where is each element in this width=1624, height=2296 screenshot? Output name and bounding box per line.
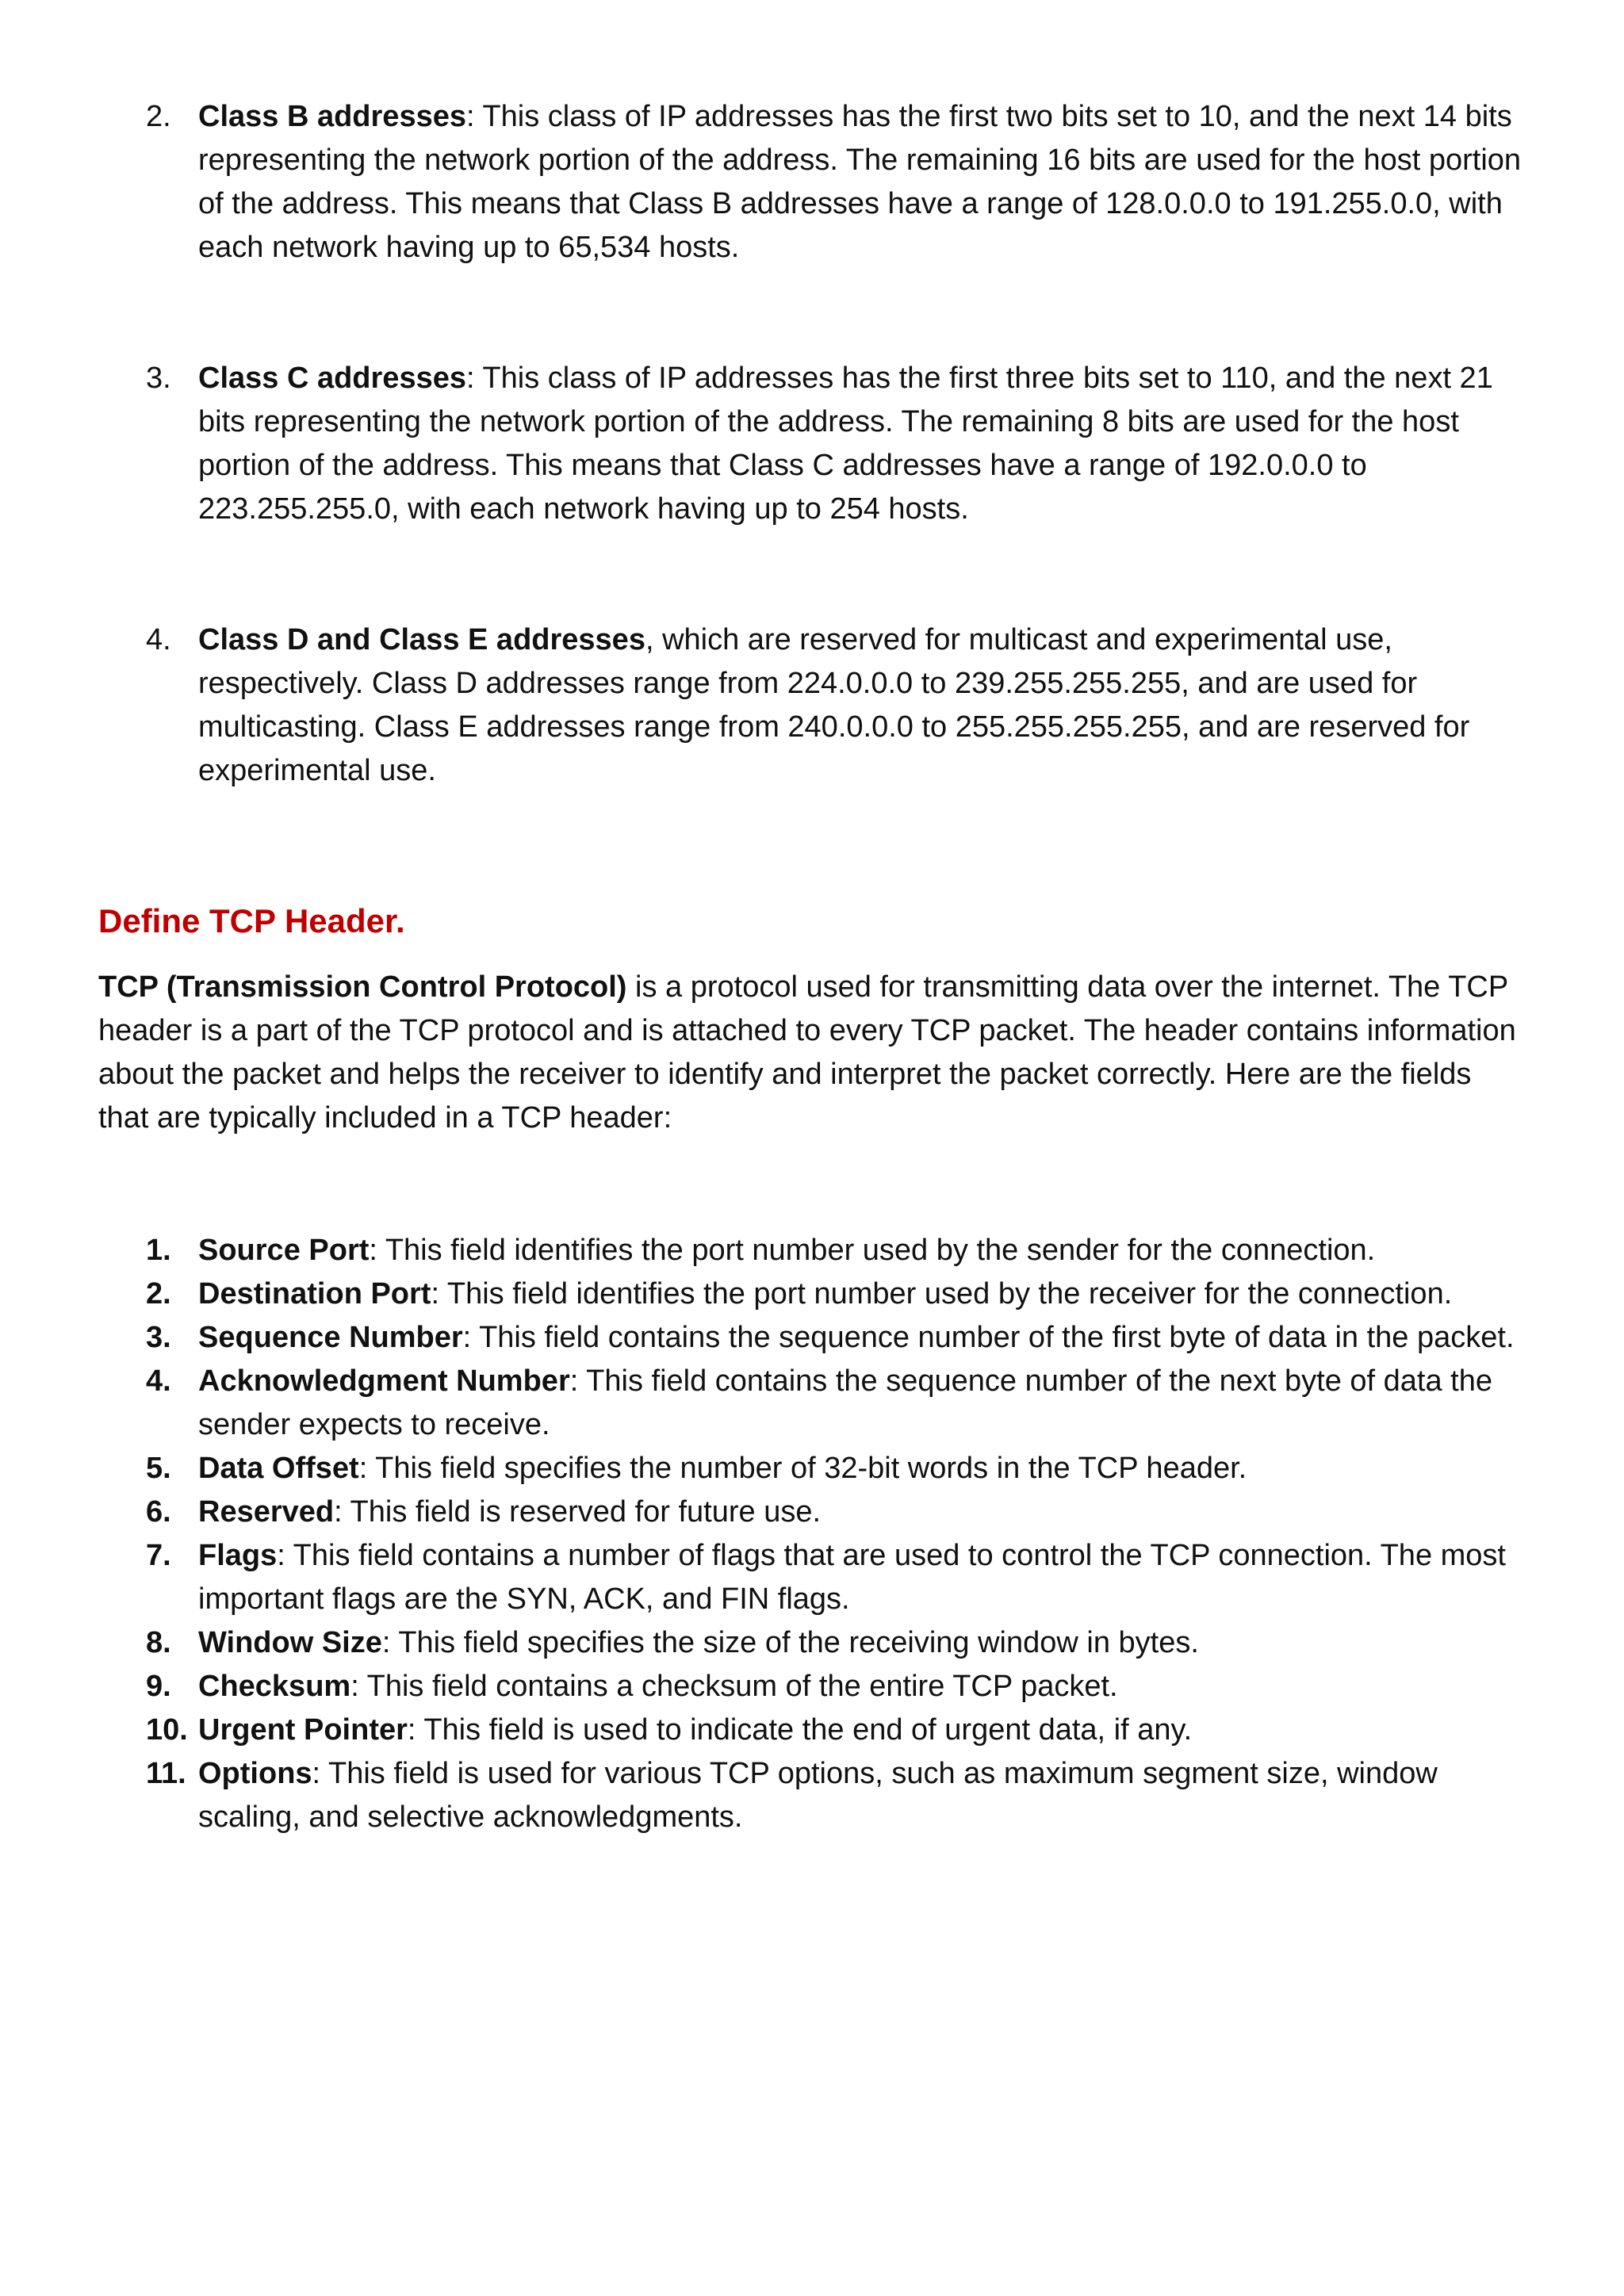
- list-number: 2.: [146, 1277, 171, 1311]
- list-term: Flags: [198, 1539, 278, 1572]
- list-text: : This field identifies the port number used by the receiver for the connection.: [431, 1277, 1453, 1311]
- list-number: 3.: [146, 362, 171, 395]
- list-text: : This field contains a number of flags that are used to control the TCP connection. The most important flags are the SYN, ACK, and FIN flags.: [198, 1539, 1506, 1616]
- intro-term: TCP (Transmission Control Protocol): [98, 970, 627, 1004]
- list-text: : This field contains the sequence number of the first byte of data in the packet.: [462, 1321, 1515, 1354]
- list-term: Destination Port: [198, 1277, 431, 1311]
- ip-class-list: [146, 95, 1542, 880]
- list-number: 4.: [146, 623, 171, 656]
- list-item: [146, 1360, 1542, 1447]
- list-item: [146, 1752, 1542, 1839]
- list-text: , which are reserved for multicast and experimental use, respectively. Class D addresses range from 224.0.0.0 to 239.255.255.255, and are used for multicasting. Class E addresses range from 240.0.0.0 to 255.255.255.255, and are reserved for experimental use.: [198, 623, 1470, 787]
- list-term: Reserved: [198, 1495, 335, 1529]
- list-number: 4.: [146, 1364, 171, 1398]
- list-item: [146, 618, 1542, 793]
- list-number: 11.: [146, 1757, 186, 1790]
- list-number: 8.: [146, 1626, 171, 1659]
- list-number: 2.: [146, 100, 171, 133]
- intro-paragraph: [98, 966, 1526, 1140]
- section-heading: Define TCP Header.: [98, 902, 405, 939]
- list-term: Class B addresses: [198, 100, 466, 133]
- list-item: [146, 1621, 1542, 1665]
- list-item: [146, 1272, 1542, 1316]
- list-number: 9.: [146, 1670, 171, 1703]
- list-item: [146, 1316, 1542, 1360]
- list-text: : This field identifies the port number used by the sender for the connection.: [369, 1234, 1376, 1267]
- list-item: [146, 1665, 1542, 1709]
- list-number: 6.: [146, 1495, 171, 1529]
- list-item: [146, 1490, 1542, 1534]
- list-term: Class D and Class E addresses: [198, 623, 645, 656]
- list-text: : This class of IP addresses has the first two bits set to 10, and the next 14 bits representing the network portion of the address. The remaining 16 bits are used for the host portion of the address. This means that Class B addresses have a range of 128.0.0.0 to 191.255.0.0, with each network having up to 65,534 hosts.: [198, 100, 1522, 264]
- list-term: Acknowledgment Number: [198, 1364, 570, 1398]
- list-term: Window Size: [198, 1626, 382, 1659]
- list-text: : This class of IP addresses has the first three bits set to 110, and the next 21 bits representing the network portion of the address. The remaining 8 bits are used for the host portion of the address. This means that Class C addresses have a range of 192.0.0.0 to 223.255.255.0, with each network having up to 254 hosts.: [198, 362, 1493, 526]
- list-item: [146, 1229, 1542, 1272]
- list-number: 1.: [146, 1234, 171, 1267]
- list-number: 5.: [146, 1452, 171, 1485]
- list-number: 10.: [146, 1713, 188, 1747]
- list-term: Checksum: [198, 1670, 351, 1703]
- list-item: [146, 1709, 1542, 1752]
- tcp-field-list: [146, 1229, 1542, 1839]
- list-text: : This field contains a checksum of the entire TCP packet.: [350, 1670, 1118, 1703]
- list-text: : This field specifies the size of the receiving window in bytes.: [381, 1626, 1199, 1659]
- list-text: : This field specifies the number of 32-bit words in the TCP header.: [358, 1452, 1247, 1485]
- list-text: : This field is used for various TCP options, such as maximum segment size, window scaling, and selective acknowledgments.: [198, 1757, 1438, 1834]
- list-term: Source Port: [198, 1234, 370, 1267]
- list-item: [146, 1447, 1542, 1490]
- list-number: 3.: [146, 1321, 171, 1354]
- list-term: Urgent Pointer: [198, 1713, 408, 1747]
- list-text: : This field is used to indicate the end of urgent data, if any.: [407, 1713, 1193, 1747]
- list-number: 7.: [146, 1539, 171, 1572]
- list-item: [146, 1534, 1542, 1621]
- list-term: Sequence Number: [198, 1321, 463, 1354]
- list-text: : This field is reserved for future use.: [334, 1495, 822, 1529]
- intro-text: is a protocol used for transmitting data over the internet. The TCP header is a part of the TCP protocol and is attached to every TCP packet. The header contains information about the packet and helps the receiver to identify and interpret the packet correctly. Here are the fields that are typically included in a TCP header:: [98, 970, 1516, 1135]
- list-term: Class C addresses: [198, 362, 466, 395]
- list-text: : This field contains the sequence number of the next byte of data the sender expects to receive.: [198, 1364, 1493, 1441]
- list-item: [146, 95, 1542, 270]
- list-term: Data Offset: [198, 1452, 359, 1485]
- list-item: [146, 357, 1542, 531]
- list-term: Options: [198, 1757, 312, 1790]
